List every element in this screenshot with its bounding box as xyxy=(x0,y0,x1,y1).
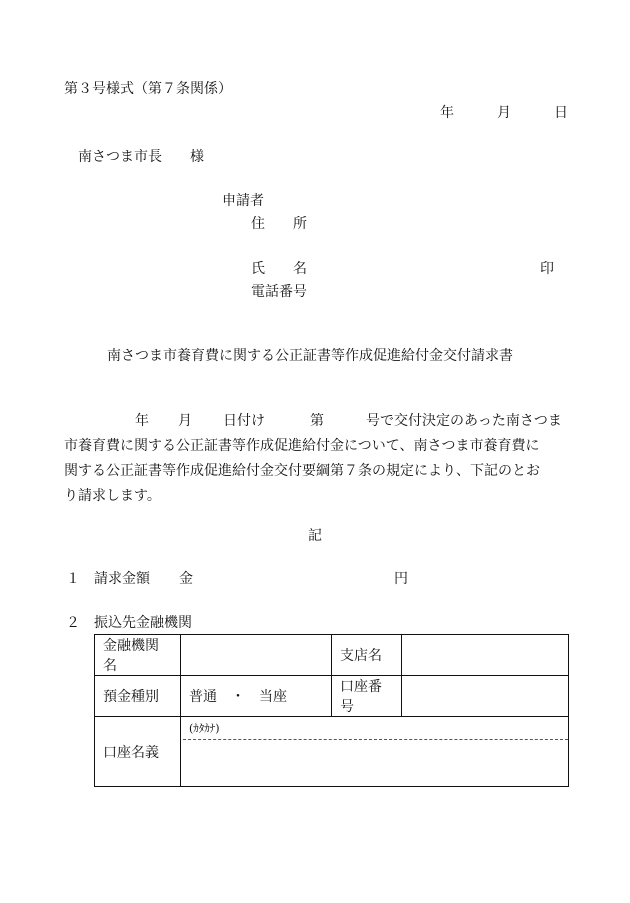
item1-label: 請求金額 xyxy=(94,571,150,587)
item1-yen: 円 xyxy=(394,571,408,587)
account-name-field[interactable] xyxy=(181,717,569,787)
item1-kin: 金 xyxy=(179,571,193,587)
account-name-label: 口座名義 xyxy=(95,717,181,787)
name-label: 氏 名 xyxy=(251,261,307,277)
body-month: 月 xyxy=(178,413,192,429)
kana-label: (ｶﾀｶﾅ) xyxy=(189,722,220,735)
bank-row-account-name xyxy=(95,717,569,787)
item1-number: １ xyxy=(66,571,80,587)
ki-mark: 記 xyxy=(308,528,322,544)
branch-label: 支店名 xyxy=(332,635,402,676)
body-line-4: り請求します。 xyxy=(64,488,161,504)
phone-label: 電話番号 xyxy=(251,284,307,300)
body-line-2: 市養育費に関する公正証書等作成促進給付金について、南さつま市養育費に xyxy=(64,438,540,454)
applicant-title: 申請者 xyxy=(222,193,264,209)
institution-field[interactable] xyxy=(181,635,332,676)
date-month-label: 月 xyxy=(497,105,511,121)
seal-mark: 印 xyxy=(540,261,554,277)
account-name-cell xyxy=(181,717,568,786)
item2-number: ２ xyxy=(66,615,80,631)
body-dated: 日付け xyxy=(223,413,265,429)
branch-field[interactable] xyxy=(402,635,569,676)
address-label: 住 所 xyxy=(251,216,307,232)
bank-row-institution xyxy=(95,635,569,676)
addressee: 南さつま市長 様 xyxy=(78,149,204,165)
body-year: 年 xyxy=(135,413,149,429)
bank-row-deposit xyxy=(95,676,569,717)
document-title: 南さつま市養育費に関する公正証書等作成促進給付金交付請求書 xyxy=(107,348,513,364)
institution-label: 金融機関名 xyxy=(95,635,181,676)
body-line-3: 関する公正証書等作成促進給付金交付要綱第７条の規定により、下記のとお xyxy=(64,463,540,479)
account-number-label: 口座番号 xyxy=(332,676,402,717)
date-year-label: 年 xyxy=(440,105,454,121)
date-day-label: 日 xyxy=(554,105,568,121)
bank-table xyxy=(94,634,569,787)
deposit-type-label: 預金種別 xyxy=(95,676,181,717)
kana-divider xyxy=(183,739,568,740)
body-no: 第 xyxy=(310,413,324,429)
item2-label: 振込先金融機関 xyxy=(94,615,192,631)
body-line1-rest: 号で交付決定のあった南さつま xyxy=(366,413,562,429)
account-number-field[interactable] xyxy=(402,676,569,717)
deposit-type-options[interactable]: 普通 ・ 当座 xyxy=(181,676,332,717)
form-number: 第３号様式（第７条関係） xyxy=(64,81,232,97)
